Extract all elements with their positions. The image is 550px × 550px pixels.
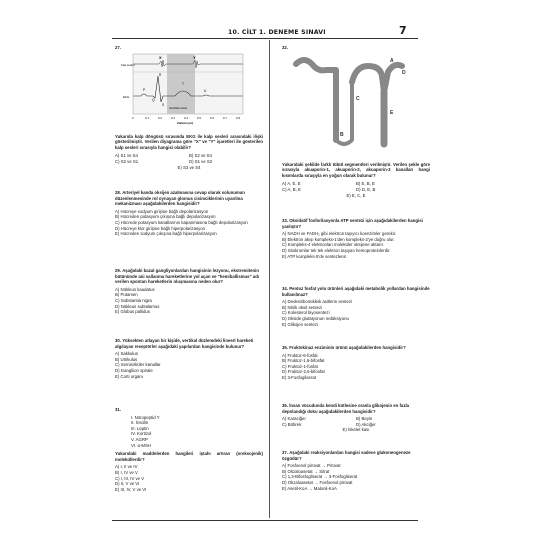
ekg-label-s: S: [162, 102, 165, 107]
x-tick: 0.7: [223, 115, 227, 120]
option-d[interactable]: D) D, E, B: [356, 186, 376, 192]
x-axis-label: Zaman (sn): [177, 120, 194, 125]
option-d[interactable]: D) Gangliion spirale: [115, 367, 153, 373]
x-marker: X: [159, 54, 162, 60]
option-c[interactable]: C) A, B, E: [282, 186, 301, 192]
question-stem: Yukarıda kalp döngüsü sırasında EKG ile kalp sesleri arasındaki ilişki gösterilmiştir. Verilen diyagrama göre "X" ve "Y" işaretleri ile gösterilen kalp sesleri sırasıyla hangisi olabilir?: [115, 133, 263, 150]
column-divider: [269, 40, 270, 518]
question-32: [282, 45, 430, 198]
question-33: [282, 218, 430, 259]
option-a[interactable]: A) I, II ve IV: [115, 464, 138, 470]
question-stem: Arteriyel kanda oksijen azalmasına cevap olarak solunumun düzenlenmesinde rol oynayan glomus cisimciklerinin uyarılma mekanizması aşağıdakilerden hangisidir?: [115, 190, 245, 207]
option-a[interactable]: A) Deoksiribonükleik asitlerin sentezi: [282, 299, 352, 305]
label-b: B: [340, 131, 344, 138]
question-number: 28.: [115, 190, 121, 195]
ekg-label-t: T: [182, 81, 184, 86]
option-c[interactable]: C) Kolesterol biyosentezi: [282, 310, 330, 316]
option-c[interactable]: C) Böbrek: [282, 421, 302, 427]
option-c[interactable]: C) Semisirküler kanallar: [115, 362, 161, 368]
list-item: III. Leptin: [131, 425, 149, 431]
ekg-heart-sound-chart: [119, 52, 261, 126]
x-tick: 0.1: [145, 115, 149, 120]
option-c[interactable]: C) Substantia nigra: [115, 297, 152, 303]
option-b[interactable]: B) Elektron akışı kompleks-1'den kompleks-2'ye doğru olur.: [282, 236, 395, 242]
option-e[interactable]: E) E, C, E: [346, 192, 366, 198]
question-number: 37.: [282, 450, 288, 455]
x-tick: 0.2: [158, 115, 162, 120]
question-stem: Oksidatif fosforilasyonla ATP sentezi için aşağıdakilerden hangisi yanlıştır?: [282, 218, 423, 229]
option-e[interactable]: E) Asetil-KoA → Malonil-KoA: [282, 485, 337, 491]
footer-rule: [112, 520, 418, 521]
x-tick: 0.5: [197, 115, 201, 120]
option-e[interactable]: E) S3 ve S4: [177, 164, 201, 170]
question-28: [115, 190, 263, 237]
question-stem: Aşağıdaki reaksiyonlardan hangisi sadece glukoneogeneze özgüdür?: [282, 450, 411, 461]
distal-tubule: [352, 64, 402, 91]
option-d[interactable]: D) Sitokromlar tek tek elektron taşıyan hemoproteinlerdir.: [282, 247, 391, 253]
question-stem: Yukarıdaki şekilde farklı tübül segmentleri verilmiştir. Verilen şekle göre sırasıyla akuaporin-1, akuaporin-2, akuaporin-3 kanalları hangi kısımlarda sıraşıyla en yoğun olarak bulunur?: [282, 161, 430, 178]
question-34: [282, 286, 430, 327]
option-a[interactable]: A) S1 ve S4: [115, 153, 138, 159]
option-d[interactable]: D) Fruktoz-2,6-bifosfat: [282, 369, 325, 375]
option-b[interactable]: B) I, IV ve V: [115, 469, 138, 475]
ekg-label-q: Q: [152, 97, 155, 102]
x-tick: 0.8: [236, 115, 240, 120]
question-number: 30.: [115, 338, 121, 343]
option-c[interactable]: C) Fruktoz-1-fosfat: [282, 363, 318, 369]
ekg-label-p: P: [143, 87, 146, 92]
question-stem: Yüksekten atlayan bir kişide, vertikal düzlemdeki lineerl hareketi algılayan reseptörler aşağıdaki yapılardan hangisinde bulunur?: [115, 338, 254, 349]
label-a: A: [390, 57, 394, 64]
ekg-label-u: U: [204, 88, 207, 93]
question-stem: İnsan vücudunda kendi kütlesine oranla glikojenin en fazla depolandığı doku aşağıdakilerden hangisidir?: [282, 403, 410, 414]
option-a[interactable]: A) Fosfoenol pirüvat → Pirüvat: [282, 463, 341, 469]
y-axis-label-sounds: Kalp sesleri: [121, 63, 135, 67]
x-axis-ticks: [132, 116, 240, 120]
question-stem: Fruktokinaz enziminin ürünü aşağıdakilerden hangisidir?: [289, 345, 406, 350]
list-item: I. Nöropeptid Y: [131, 414, 160, 420]
question-number: 34.: [282, 286, 288, 291]
page-header-title: 10. CİLT 1. DENEME SINAVI: [228, 29, 326, 36]
ventricular-systole-band: [167, 54, 195, 114]
proximal-tubule: [296, 60, 336, 140]
option-c[interactable]: C) S2 ve S1: [115, 158, 139, 164]
question-number: 33.: [282, 218, 288, 223]
option-e[interactable]: E) İskelet kası: [342, 427, 370, 433]
option-b[interactable]: B) Nitrik oksit sentezi: [282, 304, 323, 310]
option-b[interactable]: B) Utrikulus: [115, 356, 138, 362]
option-a[interactable]: A) Karaciğer: [282, 416, 306, 422]
option-c[interactable]: C) Kompleks-4 elektronları moleküler oksijene aktarır.: [282, 242, 384, 248]
option-d[interactable]: D) Okzaloasetat → Fosfoenol pirüvat: [282, 479, 353, 485]
option-d[interactable]: D) Okside glutatyonun redüksiyonu: [282, 315, 349, 321]
option-d[interactable]: D) Hücreye klor girişine bağlı hiperpolarizasyon: [115, 225, 206, 231]
option-a[interactable]: A) Sakkulus: [115, 351, 138, 357]
list-item: VI. α-MSH: [131, 442, 151, 448]
list-item: IV. Kortizol: [131, 431, 152, 437]
nephron-tubule-diagram: [284, 52, 426, 152]
header-rule: [112, 38, 418, 39]
option-a[interactable]: A) Nükleus kaudatus: [115, 286, 155, 292]
option-c[interactable]: C) 1,3-Bifosfogliserat → 3-Fosfogliserat: [282, 474, 358, 480]
question-37: [282, 450, 430, 491]
option-a[interactable]: A) NADH ve FADH₂ gibi elektron taşıyıcı koenzimler gerekir.: [282, 231, 397, 237]
question-30: [115, 338, 263, 379]
x-tick: 0.4: [184, 115, 188, 120]
question-36: [282, 403, 430, 433]
label-d: D: [402, 69, 406, 76]
option-e[interactable]: E) Glikojen sentezi: [282, 321, 318, 327]
list-item: II. İnsülin: [131, 420, 149, 426]
option-b[interactable]: B) E, B, E: [356, 181, 375, 187]
page-number: 7: [399, 24, 407, 37]
option-b[interactable]: B) Putamen: [115, 292, 138, 298]
option-d[interactable]: D) II, V ve VI: [115, 481, 140, 487]
option-a[interactable]: A) A, E, E: [282, 181, 301, 187]
option-a[interactable]: A) Hücreye sodyum girişine bağlı depolarizasyon: [115, 208, 209, 214]
option-c[interactable]: C) Hücrede potasyum kanallarının kapanmasına bağlı depolarizasyon: [115, 219, 248, 225]
option-e[interactable]: E) Globus pallidus: [115, 309, 150, 315]
option-b[interactable]: B) Okzaloasetat → Sitrat: [282, 468, 330, 474]
question-stem: Pentoz fosfat yolu ürünleri aşağıdaki metabolik yollardan hangisinde kullanılmaz?: [282, 286, 430, 297]
option-b[interactable]: B) Hücreden potasyum çıkışına bağlı depolarizasyon: [115, 214, 216, 220]
question-number: 35.: [282, 345, 288, 350]
option-b[interactable]: B) Beyin: [356, 416, 373, 422]
question-31: [115, 407, 263, 492]
option-e[interactable]: E) 3-Fosfogliserat: [282, 374, 316, 380]
option-d[interactable]: D) Akciğer: [356, 421, 376, 427]
option-a[interactable]: A) Fruktoz-6-fosfat: [282, 352, 318, 358]
option-d[interactable]: D) Nükleus subtalamus: [115, 303, 160, 309]
y-axis-label-ekg: EKG: [123, 94, 130, 99]
x-tick: 0.6: [210, 115, 214, 120]
option-b[interactable]: B) Fruktoz-1,6-bifosfat: [282, 358, 325, 364]
systole-annotation: Ventrikül sistol: [169, 105, 187, 110]
question-number: 29.: [115, 268, 121, 273]
list-item: V. AGRP: [131, 436, 148, 442]
option-e[interactable]: E) III, IV, V ve VI: [115, 486, 147, 492]
y-marker: Y: [193, 54, 196, 60]
option-b[interactable]: B) S2 ve S4: [189, 153, 212, 159]
question-stem: Aşağıdaki bazal gangliyonlardan hangisinin lezyonu, ekstremitenin bütününde ani sallanma hareketlerine yol açan ve "hemiballismus" adı verilen spontan hareketlerin oluşmasına neden olur?: [115, 268, 260, 285]
question-number: 32.: [282, 45, 288, 50]
x-tick: 0: [132, 115, 134, 120]
option-d[interactable]: D) S1 ve S2: [189, 158, 213, 164]
question-number: 27.: [115, 45, 121, 50]
option-e[interactable]: E) Hücreden sodyum çıkışına bağlı hiperpolarizasyon: [115, 231, 217, 237]
option-e[interactable]: E) ATP kompleks-5'de sentezlenir.: [282, 253, 347, 259]
option-c[interactable]: C) I, III, IV ve V: [115, 475, 145, 481]
question-35: [282, 345, 430, 381]
question-number: 31.: [115, 407, 121, 412]
ekg-label-r: R: [159, 72, 162, 77]
question-number: 36.: [282, 403, 288, 408]
label-e: E: [390, 109, 394, 116]
option-e[interactable]: E) Corti organı: [115, 373, 143, 379]
question-29: [115, 268, 263, 315]
question-27: [115, 45, 263, 170]
question-stem: Yukarıdaki maddelerden hangileri iştahı artıran (oreksojenik) moleküllerdir?: [115, 451, 263, 462]
x-tick: 0.3: [171, 115, 175, 120]
label-c: C: [356, 95, 360, 102]
